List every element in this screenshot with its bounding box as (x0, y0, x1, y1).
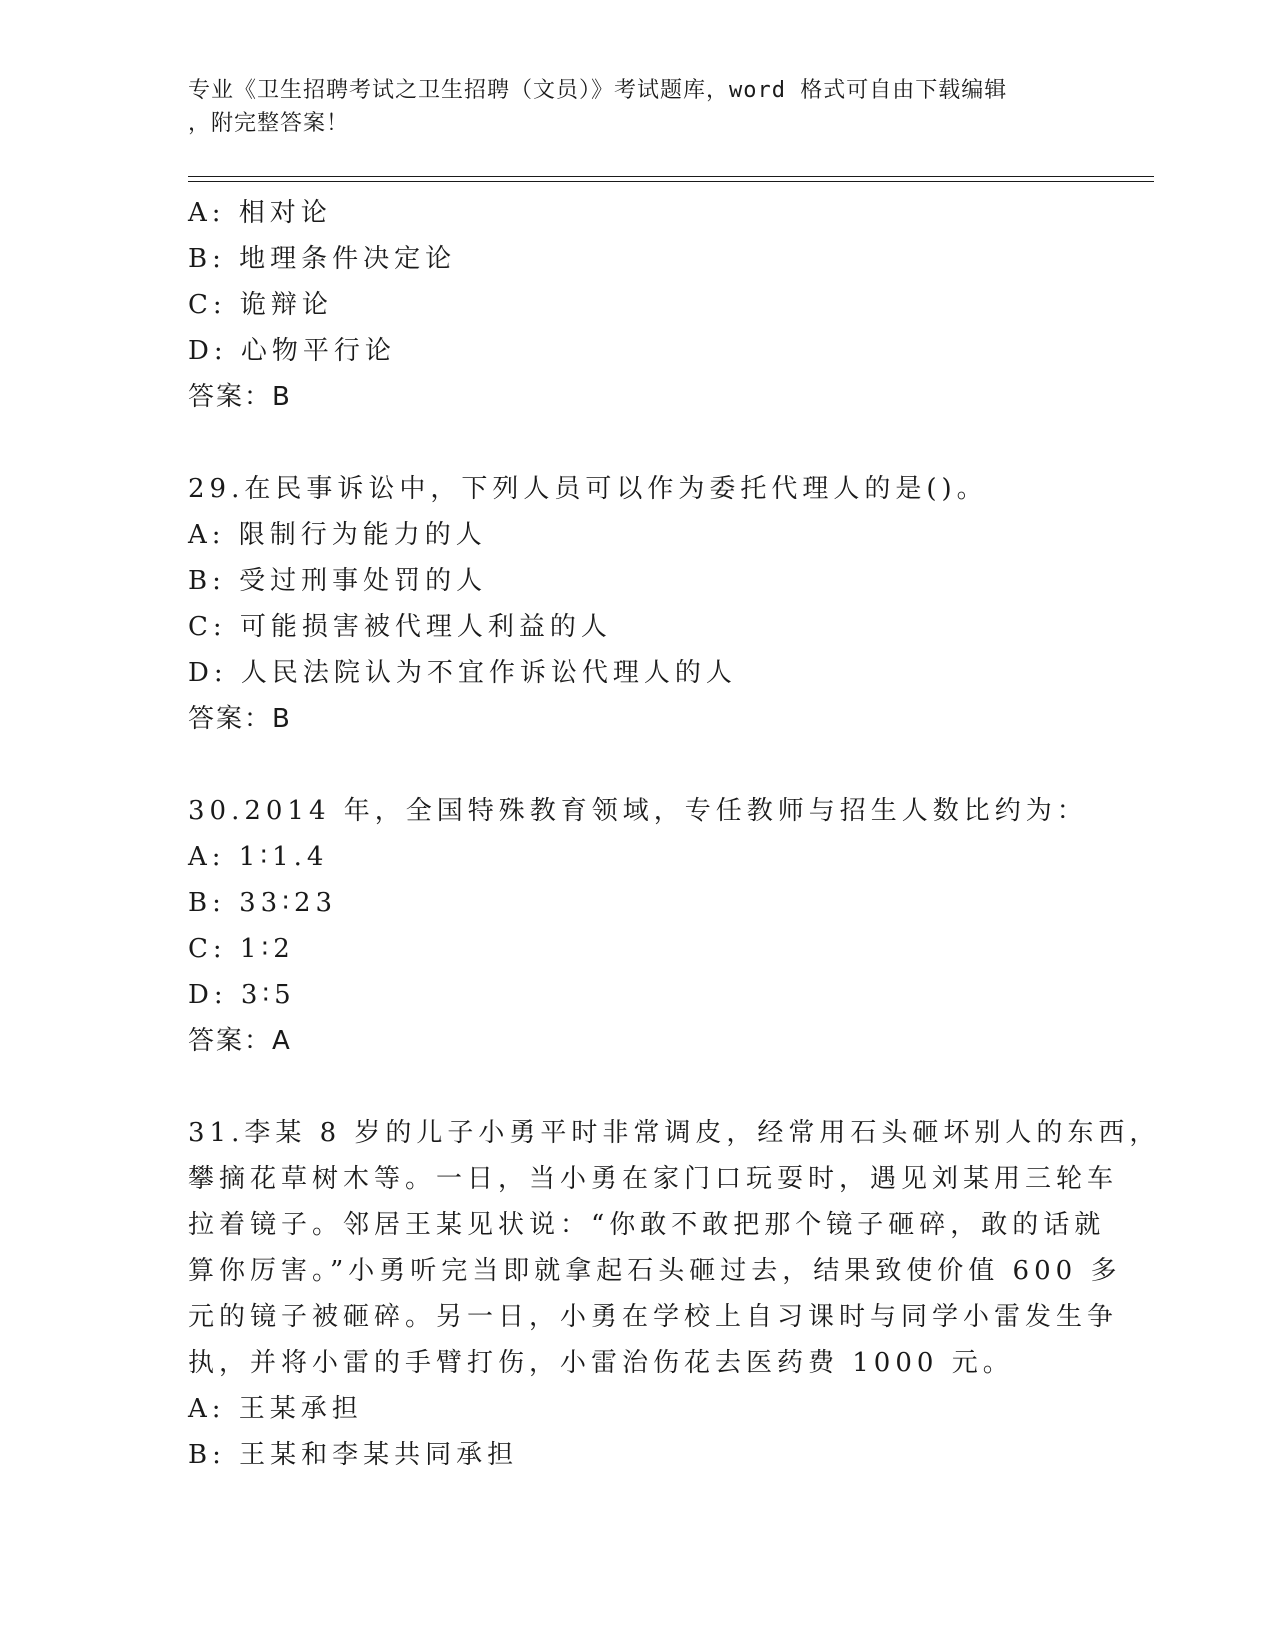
spacer (188, 1064, 1088, 1110)
option-c: C: 可能损害被代理人利益的人 (188, 612, 612, 642)
question-29 (188, 466, 1088, 742)
document-header (188, 74, 1068, 140)
question-text-line: 攀摘花草树木等。一日，当小勇在家门口玩耍时，遇见刘某用三轮车 (188, 1164, 1119, 1194)
question-text-line: 拉着镜子。邻居王某见状说：“你敢不敢把那个镜子砸碎，敢的话就 (188, 1210, 1106, 1240)
question-text-line: 算你厉害。”小勇听完当即就拿起石头砸过去，结果致使价值 600 多 (188, 1256, 1122, 1286)
answer: 答案：B (188, 382, 292, 412)
question-text-line: 元的镜子被砸碎。另一日，小勇在学校上自习课时与同学小雷发生争 (188, 1302, 1119, 1332)
option-b: B: 地理条件决定论 (188, 244, 457, 274)
question-list (188, 190, 1161, 1478)
option-a: A: 相对论 (188, 198, 332, 228)
answer: 答案：B (188, 704, 292, 734)
option-b: B: 王某和李某共同承担 (188, 1440, 519, 1470)
option-d: D: 人民法院认为不宜作诉讼代理人的人 (188, 658, 737, 688)
question-text-line: 执，并将小雷的手臂打伤，小雷治伤花去医药费 1000 元。 (188, 1348, 1014, 1378)
option-c: C: 1∶2 (188, 934, 295, 964)
question-28 (188, 190, 1088, 420)
spacer (188, 742, 1088, 788)
option-a: A: 1∶1.4 (188, 842, 329, 872)
option-d: D: 3∶5 (188, 980, 296, 1010)
option-c: C: 诡辩论 (188, 290, 333, 320)
question-text: 29.在民事诉讼中，下列人员可以作为委托代理人的是()。 (188, 474, 988, 504)
header-divider-bottom (188, 181, 1154, 182)
question-text-line: 31.李某 8 岁的儿子小勇平时非常调皮，经常用石头砸坏别人的东西， (188, 1118, 1161, 1148)
header-divider-top (188, 176, 1154, 177)
option-b: B: 受过刑事处罚的人 (188, 566, 488, 596)
option-b: B: 33∶23 (188, 888, 338, 918)
option-a: A: 王某承担 (188, 1394, 363, 1424)
option-d: D: 心物平行论 (188, 336, 396, 366)
answer: 答案：A (188, 1026, 292, 1056)
header-line-1: 专业《卫生招聘考试之卫生招聘（文员）》考试题库，word 格式可自由下载编辑 (188, 78, 1008, 103)
spacer (188, 420, 1088, 466)
option-a: A: 限制行为能力的人 (188, 520, 487, 550)
question-text: 30.2014 年，全国特殊教育领域，专任教师与招生人数比约为： (188, 796, 1088, 826)
header-line-2: ，附完整答案！ (188, 111, 350, 136)
question-30 (188, 788, 1088, 1064)
question-31 (188, 1110, 1161, 1478)
